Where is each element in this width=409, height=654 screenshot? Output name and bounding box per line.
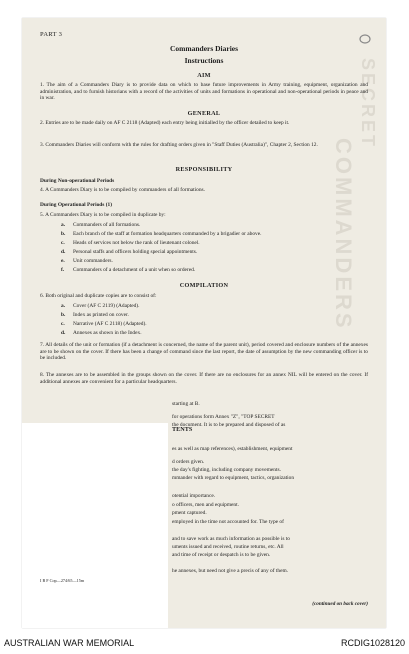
responsibility-heading: RESPONSIBILITY bbox=[175, 166, 233, 173]
aim-heading: AIM bbox=[197, 72, 211, 79]
comp-item-text: Narrative (AF C 2118) (Adapted). bbox=[73, 321, 147, 327]
text-fragment: and time of receipt or despatch is to be given. bbox=[172, 552, 271, 558]
part-label: PART 3 bbox=[40, 31, 63, 38]
text-fragment: starting at B. bbox=[172, 401, 200, 407]
resp-item bbox=[61, 267, 361, 274]
comp-item-text: Index as printed on cover. bbox=[73, 312, 129, 318]
resp-item-key: c. bbox=[61, 240, 65, 246]
comp-item-key: c. bbox=[61, 321, 65, 327]
general-paragraph-2: 2. Entries are to be made daily on AF C 2118 (Adapted) each entry being initialled by the officer detailed to keep it. bbox=[40, 120, 290, 126]
bleedthrough-text: COMMANDERS bbox=[331, 138, 356, 331]
text-fragment: employed in the time not accounted for. The type of bbox=[172, 519, 284, 525]
resp-item bbox=[61, 240, 361, 247]
resp-item-key: d. bbox=[61, 249, 66, 255]
text-fragment: uments issued and received, routine returns, etc. All bbox=[172, 544, 284, 550]
resp-item-text: Commanders of a detachment of a unit when so ordered. bbox=[73, 267, 196, 273]
printer-imprint: I B F Cop—274/65—15m bbox=[40, 578, 85, 583]
comp-paragraph-6: 6. Both original and duplicate copies are to consist of: bbox=[40, 293, 157, 299]
text-fragment: mmander with regard to equipment, tactics, organization bbox=[172, 475, 295, 481]
page-title: Commanders Diaries bbox=[169, 44, 239, 53]
aim-paragraph: 1. The aim of a Commanders Diary is to provide data on which to base future improvements in Army training, equipment, organization and administration, and to furnish historians with a record of the activities of units and formations in operational and non-operational periods in peace and in war. bbox=[40, 82, 368, 102]
resp-item bbox=[61, 258, 361, 265]
resp-paragraph-4: 4. A Commanders Diary is to be compiled by commanders of all formations. bbox=[40, 187, 205, 193]
document-page bbox=[22, 18, 386, 628]
resp-item bbox=[61, 231, 361, 238]
footer-item-id: RCDIG1028120 bbox=[340, 638, 405, 648]
resp-item-key: b. bbox=[61, 231, 66, 237]
comp-item bbox=[61, 321, 361, 328]
comp-item bbox=[61, 330, 361, 337]
resp-item-text: Commanders of all formations. bbox=[73, 222, 141, 228]
text-fragment: es as well as map references), establishment, equipment bbox=[172, 446, 293, 452]
text-fragment: o officers, men and equipment. bbox=[172, 502, 239, 508]
footer-archive-name: AUSTRALIAN WAR MEMORIAL bbox=[4, 638, 135, 648]
resp-item-text: Unit commanders. bbox=[73, 258, 113, 264]
text-fragment: he annexes, but need not give a precis of any of them. bbox=[172, 568, 289, 574]
comp-item-key: d. bbox=[61, 330, 66, 336]
resp-item-text: Each branch of the staff at formation headquarters commanded by a brigadier or above. bbox=[73, 231, 262, 237]
comp-paragraph-8: 8. The annexes are to be assembled in the groups shown on the cover. If there are no enclosures for an annex NIL will be entered on the cover. If additional annexes are convenient for a particular headquarters. bbox=[40, 372, 368, 385]
resp-item bbox=[61, 249, 361, 256]
resp-item bbox=[61, 222, 361, 229]
comp-item-text: Cover (AF C 2119) (Adapted). bbox=[73, 303, 140, 309]
comp-paragraph-7: 7. All details of the unit or formation (if a detachment is concerned, the name of the parent unit), period covered and enclosure numbers of the annexes are to be shown on the cover. If there has been a change of command since the last report, the date of assumption by the new commanding officer is to be included. bbox=[40, 342, 368, 362]
general-paragraph-3: 3. Commanders Diaries will conform with the rules for drafting orders given in "Staff Duties (Australia)", Chapter 2, Section 12. bbox=[40, 142, 318, 148]
op-heading: During Operational Periods (1) bbox=[40, 202, 113, 208]
comp-item-text: Annexes as shown in the Index. bbox=[73, 330, 142, 336]
text-fragment: pment captured. bbox=[172, 510, 207, 516]
comp-item bbox=[61, 303, 361, 310]
general-heading: GENERAL bbox=[187, 110, 221, 117]
resp-item-key: a. bbox=[61, 222, 66, 228]
resp-item-text: Heads of services not below the rank of lieutenant colonel. bbox=[73, 240, 200, 246]
text-fragment: for operations form Annex "Z", "TOP SECRET bbox=[172, 414, 275, 420]
comp-item bbox=[61, 312, 361, 319]
text-fragment: the day's fighting, including company movements. bbox=[172, 467, 281, 473]
continued-note: (continued on back cover) bbox=[312, 601, 368, 607]
text-fragment: the document. It is to be prepared and disposed of as bbox=[172, 422, 286, 428]
nonop-heading: During Non-operational Periods bbox=[40, 178, 115, 184]
comp-item-key: a. bbox=[61, 303, 66, 309]
text-fragment: and to save work as much information as possible is to bbox=[172, 536, 290, 542]
resp-paragraph-5: 5. A Commanders Diary is to be compiled in duplicate by: bbox=[40, 212, 166, 218]
resp-item-key: f. bbox=[61, 267, 65, 273]
compilation-heading: COMPILATION bbox=[179, 282, 229, 289]
resp-item-text: Personal staffs and officers holding special appointments. bbox=[73, 249, 198, 255]
resp-item-key: e. bbox=[61, 258, 65, 264]
overlapping-white-paper bbox=[22, 423, 168, 628]
contents-heading-fragment: TENTS bbox=[172, 426, 193, 433]
comp-item-key: b. bbox=[61, 312, 66, 318]
text-fragment: otential importance. bbox=[172, 493, 216, 499]
bleedthrough-text-secret: SECRET bbox=[358, 58, 378, 150]
text-fragment: d orders given. bbox=[172, 459, 205, 465]
page-subtitle: Instructions bbox=[184, 56, 224, 65]
